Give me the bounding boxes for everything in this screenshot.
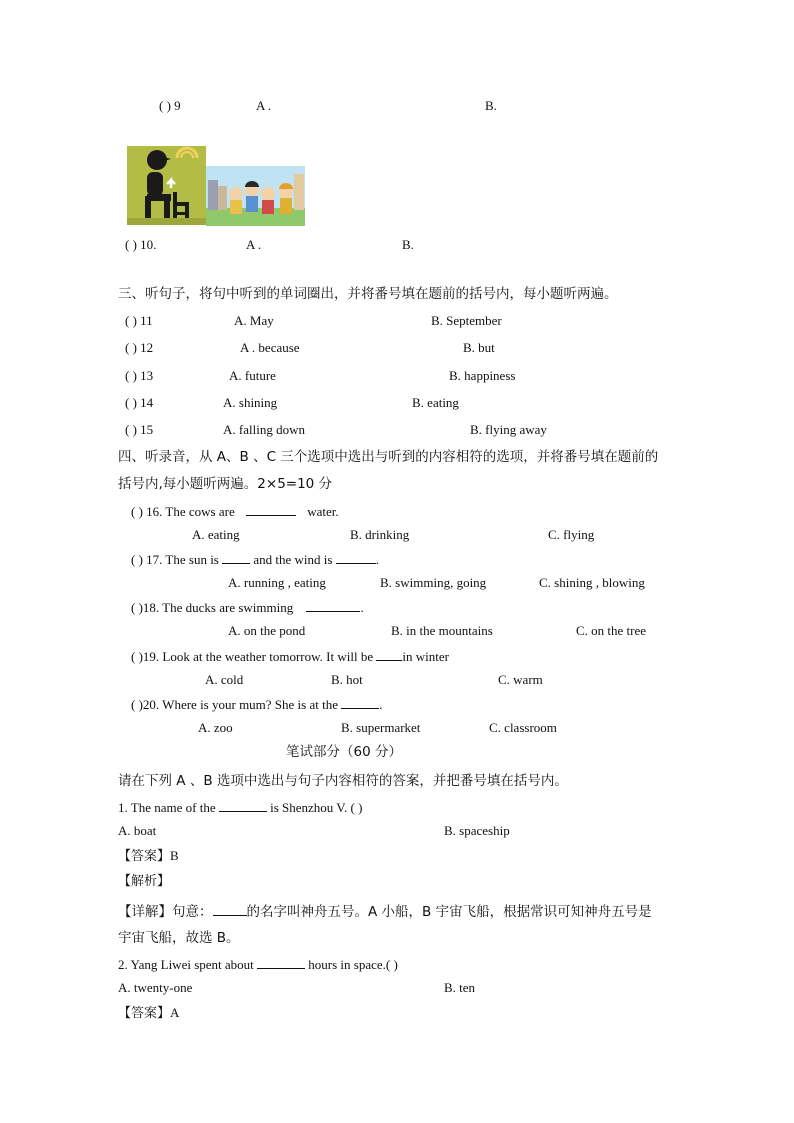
section4-heading-line1: 四、听录音，从 A、B 、C 三个选项中选出与听到的内容相符的选项，并将番号填在题前的 xyxy=(118,449,659,465)
section4-heading-line2: 括号内,每小题听两遍。2×5=10 分 xyxy=(118,476,333,492)
q15-number: ( ) 15 xyxy=(125,422,154,437)
q9-option-b: B. xyxy=(485,98,497,113)
w-q2-stem-start: 2. Yang Liwei spent about xyxy=(118,957,254,972)
q14-option-a: A. shining xyxy=(223,395,278,410)
q16-option-a: A. eating xyxy=(192,527,240,542)
q13-option-b: B. happiness xyxy=(449,368,516,383)
q18-stem-start: ( )18. The ducks are swimming xyxy=(131,600,294,615)
q9-option-a: A . xyxy=(256,98,272,113)
written-part-title: 笔试部分（60 分） xyxy=(286,744,402,760)
detail-line-2: 宇宙飞船，故选 B。 xyxy=(118,930,240,946)
q20-blank xyxy=(341,696,379,709)
detail-text-start: 句意： xyxy=(172,904,213,920)
q10-option-b: B. xyxy=(402,237,414,252)
q12-option-a: A . because xyxy=(240,340,300,355)
sit-down-icon xyxy=(127,146,206,225)
q15-option-a: A. falling down xyxy=(223,422,305,437)
q17-option-c: C. shining , blowing xyxy=(539,575,645,590)
q17-stem-mid: and the wind is xyxy=(253,552,333,567)
q18-option-b: B. in the mountains xyxy=(391,623,493,638)
q12-option-b: B. but xyxy=(463,340,495,355)
q17-stem xyxy=(131,551,379,568)
q11-option-b: B. September xyxy=(431,313,502,328)
detail-label: 【详解】 xyxy=(118,904,172,920)
detail-line-1 xyxy=(118,903,652,920)
children-cartoon-image xyxy=(206,166,305,226)
q20-stem-end: . xyxy=(379,697,383,712)
q20-stem xyxy=(131,696,383,713)
q20-option-b: B. supermarket xyxy=(341,720,421,735)
children-playing-icon xyxy=(206,166,305,226)
q19-stem-end: in winter xyxy=(402,649,449,664)
q19-option-b: B. hot xyxy=(331,672,363,687)
q16-stem xyxy=(131,503,339,520)
pictogram-sit-image xyxy=(127,146,206,225)
answer-2-label: 【答案】 xyxy=(118,1006,171,1021)
q18-stem xyxy=(131,599,364,616)
q17-blank-1 xyxy=(222,551,250,564)
written-instruction: 请在下列 A 、B 选项中选出与句子内容相符的答案，并把番号填在括号内。 xyxy=(118,773,568,789)
detail-text-mid: 的名字叫神舟五号。A 小船，B 宇宙飞船，根据常识可知神舟五号是 xyxy=(246,904,652,920)
q20-stem-start: ( )20. Where is your mum? She is at the xyxy=(131,697,338,712)
w-q1-blank xyxy=(219,799,267,812)
answer-1 xyxy=(118,848,179,865)
q10-option-a: A . xyxy=(246,237,262,252)
q16-option-b: B. drinking xyxy=(350,527,410,542)
answer-2-value: A xyxy=(170,1005,180,1020)
w-q1-option-a: A. boat xyxy=(118,823,157,838)
q14-number: ( ) 14 xyxy=(125,395,154,410)
section3-heading: 三、听句子，将句中听到的单词圈出，并将番号填在题前的括号内，每小题听两遍。 xyxy=(118,286,618,302)
analysis-label: 【解析】 xyxy=(118,874,171,889)
q16-option-c: C. flying xyxy=(548,527,595,542)
q18-option-a: A. on the pond xyxy=(228,623,306,638)
q11-number: ( ) 11 xyxy=(125,313,153,328)
w-q1-option-b: B. spaceship xyxy=(444,823,510,838)
q11-option-a: A. May xyxy=(234,313,274,328)
q17-option-b: B. swimming, going xyxy=(380,575,487,590)
w-q2-option-b: B. ten xyxy=(444,980,476,995)
q19-blank xyxy=(376,648,402,661)
w-q2-stem xyxy=(118,956,398,973)
q17-stem-end: . xyxy=(375,552,379,567)
q13-number: ( ) 13 xyxy=(125,368,154,383)
q16-stem-start: ( ) 16. The cows are xyxy=(131,504,235,519)
answer-1-value: B xyxy=(170,848,179,863)
q9-number: ( ) 9 xyxy=(159,98,181,113)
q16-stem-end: water. xyxy=(307,504,339,519)
q12-number: ( ) 12 xyxy=(125,340,154,355)
answer-1-label: 【答案】 xyxy=(118,849,171,864)
q20-option-c: C. classroom xyxy=(489,720,557,735)
detail-blank xyxy=(213,903,247,916)
q17-option-a: A. running , eating xyxy=(228,575,326,590)
q17-stem-start: ( ) 17. The sun is xyxy=(131,552,219,567)
w-q1-stem-end: is Shenzhou V. ( ) xyxy=(270,800,363,815)
q19-option-c: C. warm xyxy=(498,672,543,687)
answer-2 xyxy=(118,1005,179,1022)
q18-stem-end: . xyxy=(360,600,364,615)
q18-blank xyxy=(306,599,360,612)
q19-stem-start: ( )19. Look at the weather tomorrow. It will be xyxy=(131,649,374,664)
w-q2-option-a: A. twenty-one xyxy=(118,980,193,995)
w-q1-stem xyxy=(118,799,362,816)
q19-stem xyxy=(131,648,449,665)
q13-option-a: A. future xyxy=(229,368,276,383)
q18-option-c: C. on the tree xyxy=(576,623,647,638)
q16-blank xyxy=(246,503,296,516)
q14-option-b: B. eating xyxy=(412,395,459,410)
q10-number: ( ) 10. xyxy=(125,237,157,252)
w-q1-stem-start: 1. The name of the xyxy=(118,800,216,815)
q15-option-b: B. flying away xyxy=(470,422,547,437)
q19-option-a: A. cold xyxy=(205,672,244,687)
q20-option-a: A. zoo xyxy=(198,720,233,735)
w-q2-blank xyxy=(257,956,305,969)
q17-blank-2 xyxy=(336,551,376,564)
w-q2-stem-end: hours in space.( ) xyxy=(308,957,398,972)
